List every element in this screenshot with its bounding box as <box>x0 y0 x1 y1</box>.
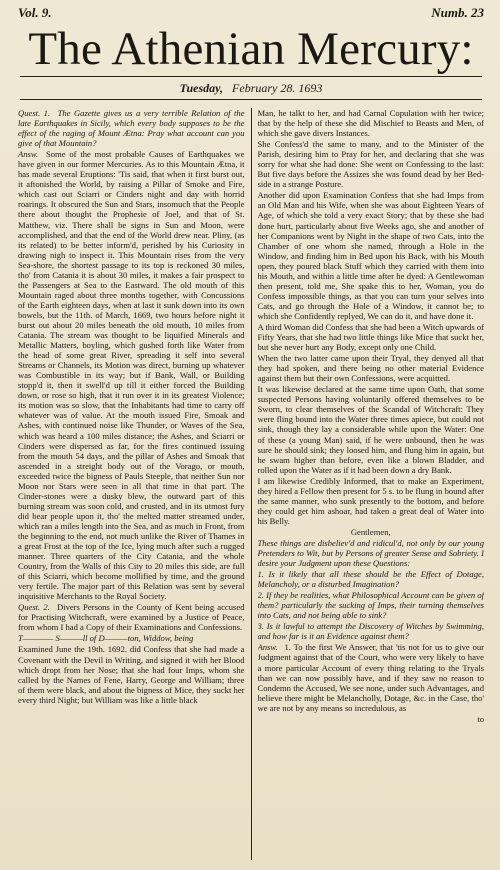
answer-2 <box>258 642 485 712</box>
paragraph-6: It was likewise declared at the same time upon Oath, that some suspected Persons having voluntarily offered themselves to be Sworn, to clear themselves of the Scandal of Witchcraft: They were fling bound into the Water three times apiece, but could not sink, though they lay a considerable while upon the Water: One of these (a young Man) said, if he were unbound, then he was sure he should sink; they loosed him, and flung him in again, but he swam higher than before, even like a blown Bladder, and rolled upon the Water as if it had been down a dry Bank. <box>257 384 484 475</box>
paragraph-2: She Confess'd the same to many, and to the Minister of the Parish, desiring him to Pray for her, and declaring that she was sorry for what she had done: She went on Confessing to the last: But five days before the Assizes she was found dead by her Bed-side in a strange Posture. <box>257 139 484 190</box>
paragraph-9: These things are disbeliev'd and ridicul'd, not only by our young Pretenders to Wit, but by Persons of greater Sense and Sobriety. I desire your Judgment upon these Questions: <box>257 537 484 569</box>
paragraph-3: Another did upon Examination Confess that she had Imps from an Old Man and his Wife, when she was about Eighteen Years of Age, of which she told a very exact Story; that by these she had done hurt, particularly about five Weeks ago, she and another of her Companions went by Night in the shape of two Cats, into the Chamber of one whom she named, through a Hole in the Window, and finding him in Bed upon his Back, with his Mouth open, they poured black Stuff which they carried with them into his Mouth, and within a little time after he dyed: A Gentlewoman then present, told me, She spake this to her, Woman, you do Confess impossible things, as that you can turn your selves into Cats, and go through the Hole of a Window, it cannot be; to which she Confidently replyed, We can do it, and have done it. <box>257 190 484 321</box>
column-rule <box>251 108 252 860</box>
answer-1-label: Answ. <box>18 149 39 160</box>
salutation: Gentlemen, <box>350 526 391 537</box>
answer-1-text: Some of the most probable Causes of Earthquakes we have given in our former Mercuries. As to this Mountain Ætna, it has made several Eruptions: 'Tis said, that when it first burst out, it aftonished the World, by raising a Pillar of Smoke and Fire, which cast out Sciarri or Cinders night and day with horrid roarings. It obscured the Sun and Stars, insomuch that the People there about thought the Prophesie of Joel, and that of St. Matthew, viz. There shall be signs in Sun and Moon, were accomplished, and that the end of the World drew near. Pliny, (as its related) to be better inform'd, perished by his Curiosity in drawing nigh to inspect it. This Mountain rises from the very Sea-shore, the shortest passage to its top is reckoned 30 miles, tho' from Catania it is about 30 miles, it makes a fair prospect to the Passengers at Sea to the Eastward. The old mouth of this Mountain raged about three months together, with Concussions of the Earth eighteen days, when at last it sunk down into its own bowels, but the 11th. of March, 1669, two hours before night it burst out about 20 miles beneath the old mouth, 10 miles from Catania. The stream was thought to be liquified Minerals and Metallic Matters, boyling, which gushed forth like Water from the head of some great River, spreading it self into several Streams or Channels, its Motion was direct, burning up whatever was Combustible in its way; but if Bank, Wall, or Building stopp'd it, then it swell'd up till it either forced the Building down, or rose so high, that it run over it in its greatest Violence; its motion was so slow, that the Inhabitants had time to carry off whatever was of value. At the mouth issued Fire, Smoak and Ashes, with continued noise like Thunder, or Waves of the Sea, which was heard a 100 miles distance; the Ashes, and Sciarri or Cinders were dispersed as far, for the fires continued issuing from the mouth 54 days, and the pillar of Ashes and Smoak that ascended in a streight body out of the Vorago, or mouth, exceeded twice the bigness of Pauls Steeple, that neither Sun nor Moon nor Stars were seen in all that time in that part. The Cinder-stones were a dusky blew, the outward part of this burning stream was soon cold, and crusted, and in its utmost fury did bear people upon it, tho' the melted matter streamed under, which ran a miles length into the Sea, and as much in Front, from the beginning to the end, not much unlike the River of Thames in a great Frost at the top of the Ice, lying much after such a rugged manner. Three quarters of the City Catania, and the whole Country, from the Walls of this City to 20 miles this side, are full of this Sciarri, which become mollified by time, and the ground very fertile. The major part of this Relation was sent by several inquisitive Merchants to the Royal Society. <box>18 149 245 602</box>
left-column <box>18 108 245 860</box>
question-1-text: The Gazette gives us a very terrible Relation of the late Earthquakes in Sicily, which every body supposes to be the effect of the raging of Mount Ætna: Pray what account can you give of that Mountain? <box>18 108 245 149</box>
question-1 <box>18 108 245 148</box>
issue-date: February 28. 1693 <box>232 81 323 95</box>
dateline <box>20 76 482 100</box>
masthead-title: The Athenian Mercury: <box>28 23 474 75</box>
question-2 <box>18 602 245 632</box>
paragraph-1: Man, he talkt to her, and had Carnal Copulation with her twice; that by the help of these she did Mischief to Beasts and Men, of which she gave divers Instances. <box>257 108 484 139</box>
right-column <box>258 108 485 860</box>
question-2-label: Quest. 2. <box>18 602 50 613</box>
issue-number: Numb. 23 <box>431 5 484 20</box>
answer-2-label: Answ. <box>257 642 278 653</box>
question-1-label: Quest. 1. <box>18 108 51 118</box>
question-list-2: 2. If they be realities, what Philosophical Account can be given of them? particularly the sucking of Imps, their turning themselves into Cats, and not being able to sink? <box>257 590 484 621</box>
question-2-text: Divers Persons in the County of Kent being accused for Practising Witchcraft, were examined by a Justice of Peace, from whom I had a Copy of their Examinations and Confessions. <box>18 602 245 633</box>
paragraph-4: A third Woman did Confess that she had been a Witch upwards of Fifty Years, that she had two little things like Mice that suckt her, but she never hurt any Body, except only one Child. <box>257 321 484 353</box>
catchword: to <box>477 713 484 724</box>
issue-line <box>18 6 484 20</box>
volume-number: Vol. 9. <box>18 5 52 20</box>
question-2-text-continued: Examined June the 19th. 1692. did Confess that she had made a Covenant with the Devil in Writing, and signed it with her Blood which dropt from her Nose; that she had four Imps, whom she called by the Names of Fene, Harry, George and William; three of them were black, and about the bigness of Mice, they suckt her every third Night; but William was like a little black <box>18 644 245 705</box>
article-columns <box>18 108 484 860</box>
paragraph-5: When the two latter came upon their Tryal, they denyed all that they had spoken, and there being no other material Evidence against them but their own Confessions, were acquitted. <box>257 353 484 384</box>
answer-2-text: 1. To the first We Answer, that 'tis not for us to give our Judgment against that of the Court, who were very likely to have a more particular Account of every thing relating to the Tryals than we can now possibly have, and if they saw no reason to Condemn the Accused, We see none, under such Advantages, and believe there might be Melancholly, Dotage, &c. in the Case, tho' we are not by any means so incredulous, as <box>257 642 484 713</box>
paragraph-7: I am likewise Credibly Informed, that to make an Experiment, they hired a Fellow then present for 5 s. to be flung in bound after the same manner, who sunk presently to the bottom, and before they could get him ashoar, had taken a great deal of Water into his Belly. <box>257 475 484 526</box>
name-line: T———— S———ll of D———ton, Widdow, being <box>18 633 194 644</box>
weekday: Tuesday, <box>179 81 224 95</box>
question-list-3: 3. Is it lawful to attempt the Discovery of Witches by Swimming, and how far is it an Evidence against them? <box>257 621 484 642</box>
question-list-1: 1. Is it likely that all these should be the Effect of Dotage, Melancholy, or a disturbed Imagination? <box>257 569 484 590</box>
answer-1 <box>18 149 245 601</box>
